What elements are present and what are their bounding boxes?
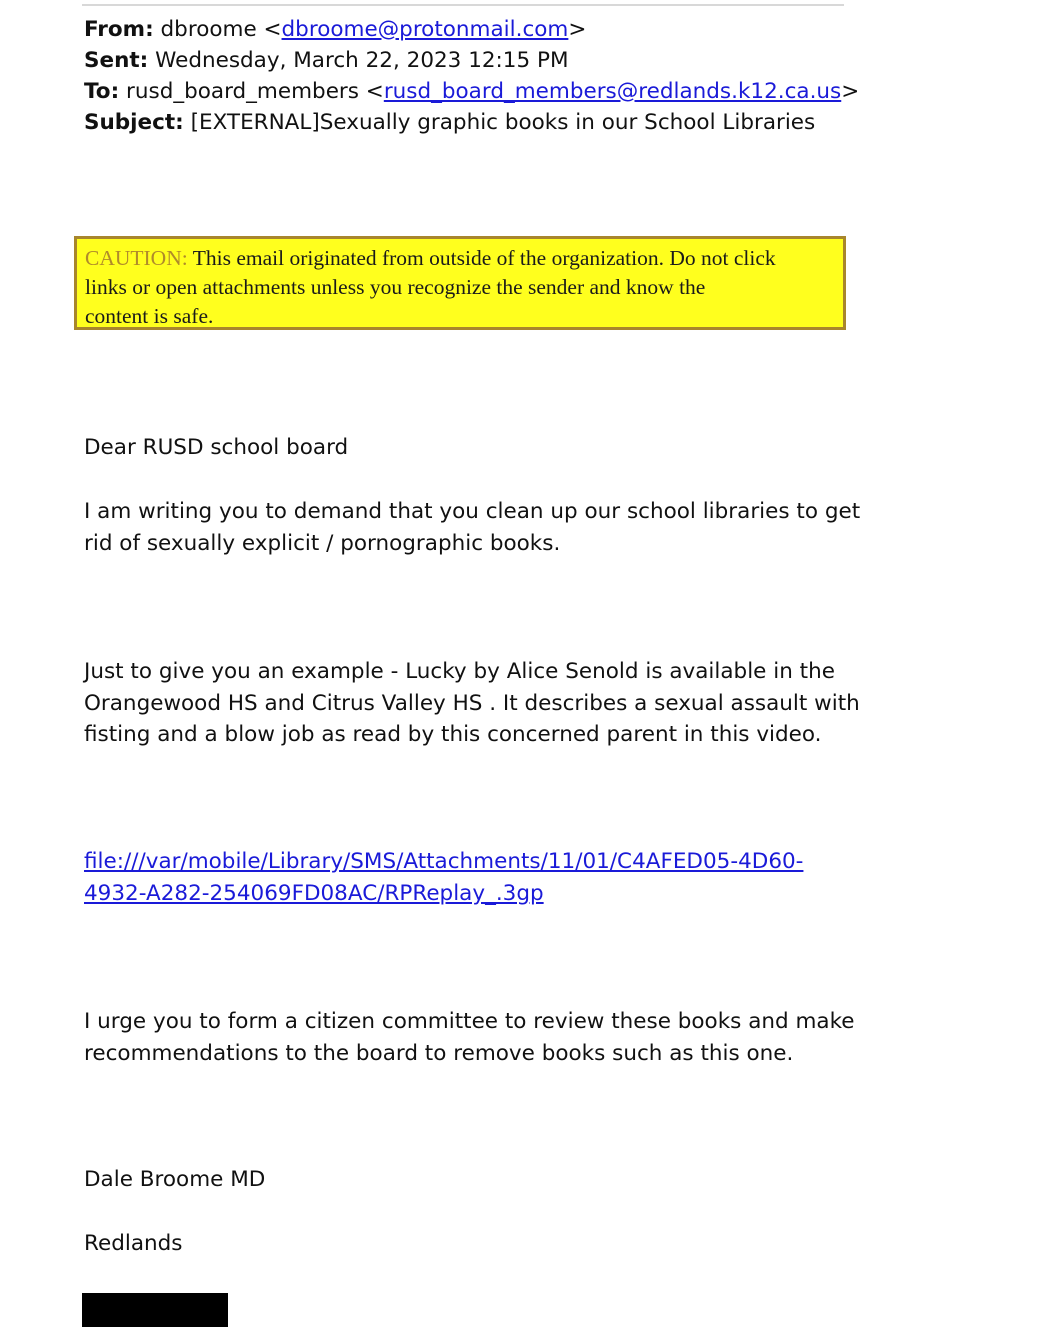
to-name: rusd_board_members < (126, 79, 384, 104)
sent-line (84, 45, 859, 76)
paragraph-example-line-3: fisting and a blow job as read by this concerned parent in this video. (84, 722, 822, 747)
paragraph-demand-line-2: rid of sexually explicit / pornographic books. (84, 530, 561, 556)
caution-line-1: This email originated from outside of the organization. Do not click (192, 246, 776, 270)
paragraph-request-line-1: I urge you to form a citizen committee to review these books and make (84, 1009, 855, 1034)
video-link-line-1[interactable]: file:///var/mobile/Library/SMS/Attachments/11/01/C4AFED05-4D60- (84, 849, 804, 874)
caution-label: CAUTION: (85, 246, 188, 270)
sent-value: Wednesday, March 22, 2023 12:15 PM (155, 48, 569, 73)
paragraph-demand-line-1: I am writing you to demand that you clean up our school libraries to get (84, 499, 861, 524)
sent-label: Sent: (84, 48, 149, 73)
to-email-link[interactable]: rusd_board_members@redlands.k12.ca.us (383, 79, 842, 104)
from-line (84, 14, 859, 45)
paragraph-example (84, 656, 860, 751)
signature-name (84, 1164, 844, 1196)
subject-label: Subject: (84, 110, 184, 135)
subject-line (84, 107, 859, 138)
from-name: dbroome < (160, 17, 282, 42)
redaction-block (82, 1293, 228, 1327)
paragraph-request-line-2: recommendations to the board to remove books such as this one. (84, 1040, 794, 1066)
video-attachment-link[interactable] (84, 846, 844, 909)
external-caution-banner (74, 236, 846, 330)
from-close: > (568, 17, 587, 42)
paragraph-example-line-1: Just to give you an example - Lucky by Alice Senold is available in the (84, 659, 835, 684)
caution-line-2: links or open attachments unless you recognize the sender and know the (85, 275, 706, 299)
caution-line-3: content is safe. (85, 304, 214, 328)
paragraph-example-line-2: Orangewood HS and Citrus Valley HS . It describes a sexual assault with (84, 690, 860, 716)
caution-text (85, 244, 835, 331)
paragraph-demand (84, 496, 861, 559)
from-email-link[interactable]: dbroome@protonmail.com (281, 17, 569, 42)
video-link-line-2[interactable]: 4932-A282-254069FD08AC/RPReplay_.3gp (84, 880, 544, 906)
subject-value: [EXTERNAL]Sexually graphic books in our School Libraries (190, 110, 816, 135)
signature-city (84, 1228, 844, 1260)
to-close: > (841, 79, 860, 104)
to-label: To: (84, 79, 120, 104)
paragraph-request (84, 1006, 855, 1069)
email-header (84, 14, 859, 138)
to-line (84, 76, 859, 107)
from-label: From: (84, 17, 154, 42)
greeting (84, 432, 844, 464)
top-divider (82, 4, 844, 6)
greeting-text: Dear RUSD school board (84, 435, 349, 460)
signature-name-text: Dale Broome MD (84, 1167, 266, 1192)
signature-city-text: Redlands (84, 1231, 183, 1256)
